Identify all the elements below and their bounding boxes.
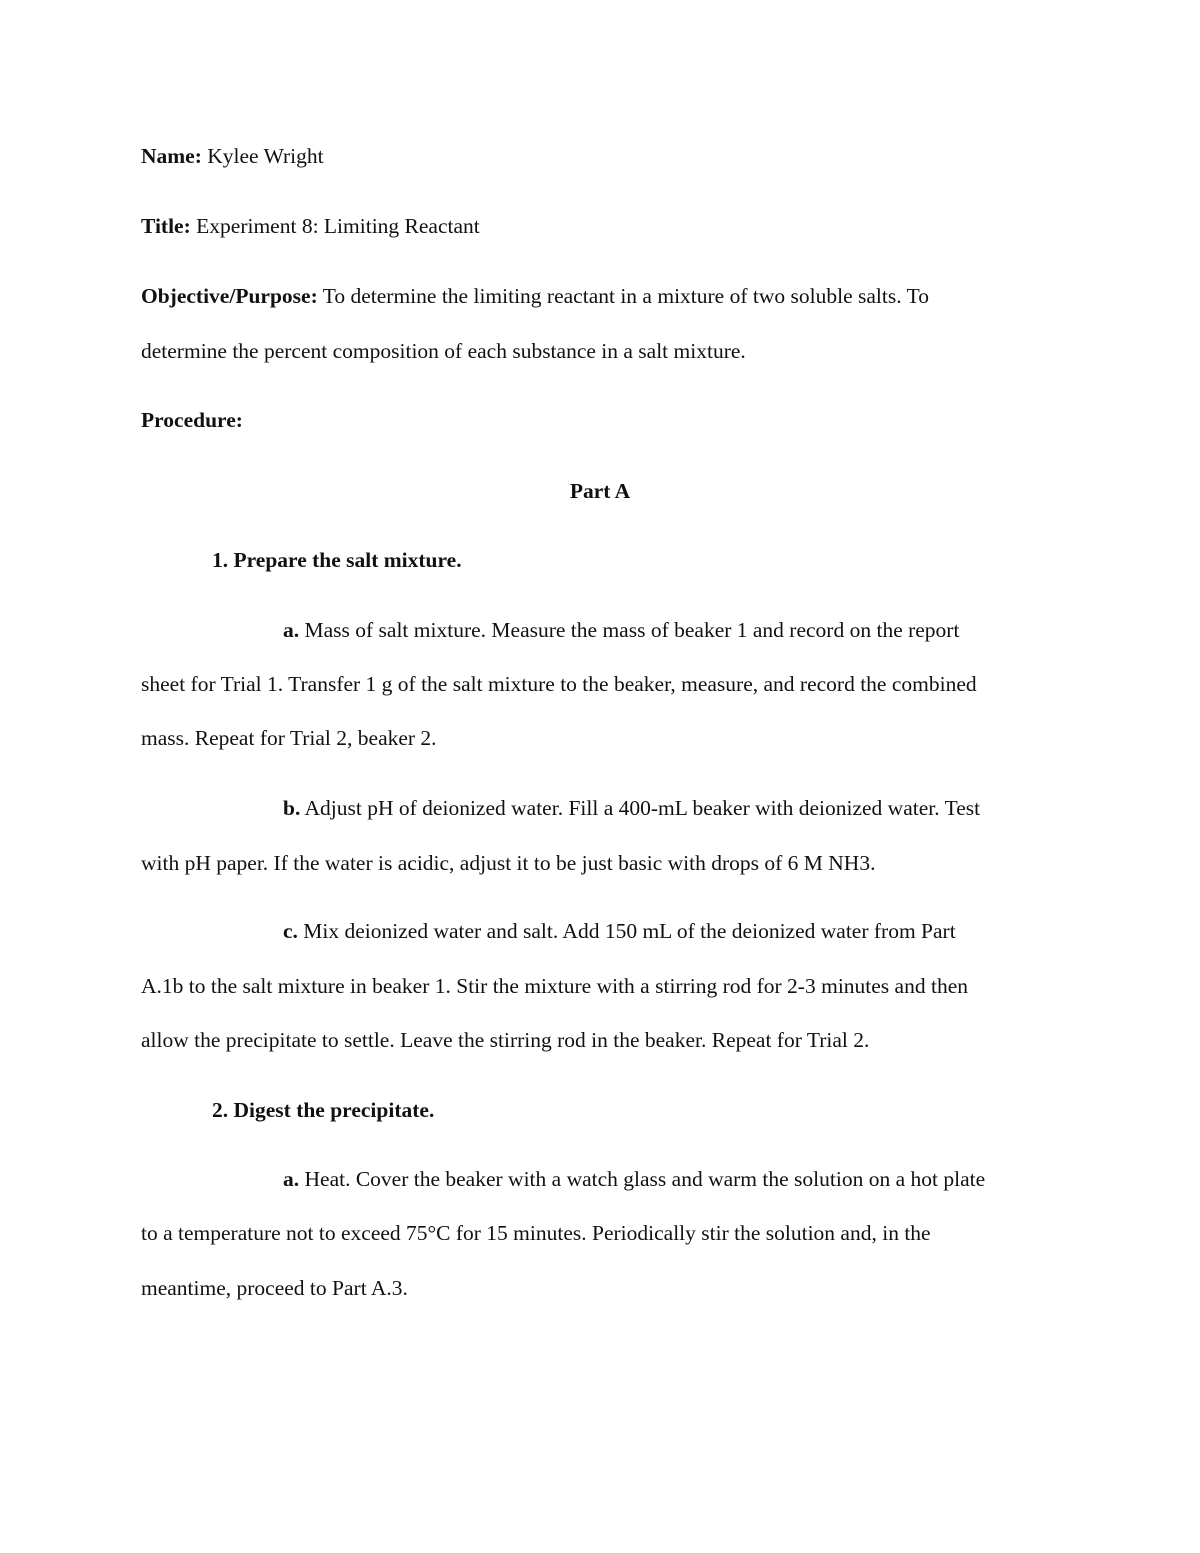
step-2a-label: a.	[283, 1167, 300, 1191]
objective-text-2: determine the percent composition of each substance in a salt mixture.	[141, 339, 746, 363]
objective-text-1: To determine the limiting reactant in a mixture of two soluble salts. To	[317, 284, 929, 308]
step-1a-line-3: mass. Repeat for Trial 2, beaker 2.	[141, 726, 437, 750]
step-1c-line-1	[283, 917, 956, 945]
part-a-title: Part A	[569, 479, 631, 503]
step-1c-line-3: allow the precipitate to settle. Leave the stirring rod in the beaker. Repeat for Trial 2.	[141, 1028, 870, 1052]
objective-label: Objective/Purpose:	[141, 284, 318, 308]
name-label: Name:	[141, 144, 202, 168]
title-value: Experiment 8: Limiting Reactant	[190, 214, 480, 238]
step-1a-line-1	[283, 616, 959, 644]
step-2-heading: 2. Digest the precipitate.	[212, 1098, 435, 1122]
step-1c-label: c.	[283, 919, 298, 943]
step-2a-line-2: to a temperature not to exceed 75°C for 15 minutes. Periodically stir the solution and, in the	[141, 1221, 931, 1245]
step-1a-label: a.	[283, 618, 300, 642]
title-line	[141, 212, 480, 240]
step-1c-text-1: Mix deionized water and salt. Add 150 mL of the deionized water from Part	[297, 919, 956, 943]
procedure-label: Procedure:	[141, 408, 243, 432]
objective-line-1	[141, 282, 929, 310]
name-value: Kylee Wright	[201, 144, 324, 168]
step-1c-line-2: A.1b to the salt mixture in beaker 1. Stir the mixture with a stirring rod for 2-3 minutes and then	[141, 974, 968, 998]
step-2a-line-3: meantime, proceed to Part A.3.	[141, 1276, 408, 1300]
step-1b-line-2: with pH paper. If the water is acidic, adjust it to be just basic with drops of 6 M NH3.	[141, 851, 876, 875]
step-1b-line-1	[283, 794, 980, 822]
title-label: Title:	[141, 214, 191, 238]
step-1b-label: b.	[283, 796, 301, 820]
step-1a-line-2: sheet for Trial 1. Transfer 1 g of the salt mixture to the beaker, measure, and record the combined	[141, 672, 977, 696]
step-1-heading: 1. Prepare the salt mixture.	[212, 548, 462, 572]
objective-line-2	[141, 337, 746, 365]
step-1b-text-1: Adjust pH of deionized water. Fill a 400-mL beaker with deionized water. Test	[300, 796, 981, 820]
step-2a-text-1: Heat. Cover the beaker with a watch glass and warm the solution on a hot plate	[299, 1167, 986, 1191]
step-2a-line-1	[283, 1165, 985, 1193]
name-line	[141, 142, 324, 170]
step-1a-text-1: Mass of salt mixture. Measure the mass of beaker 1 and record on the report	[299, 618, 960, 642]
